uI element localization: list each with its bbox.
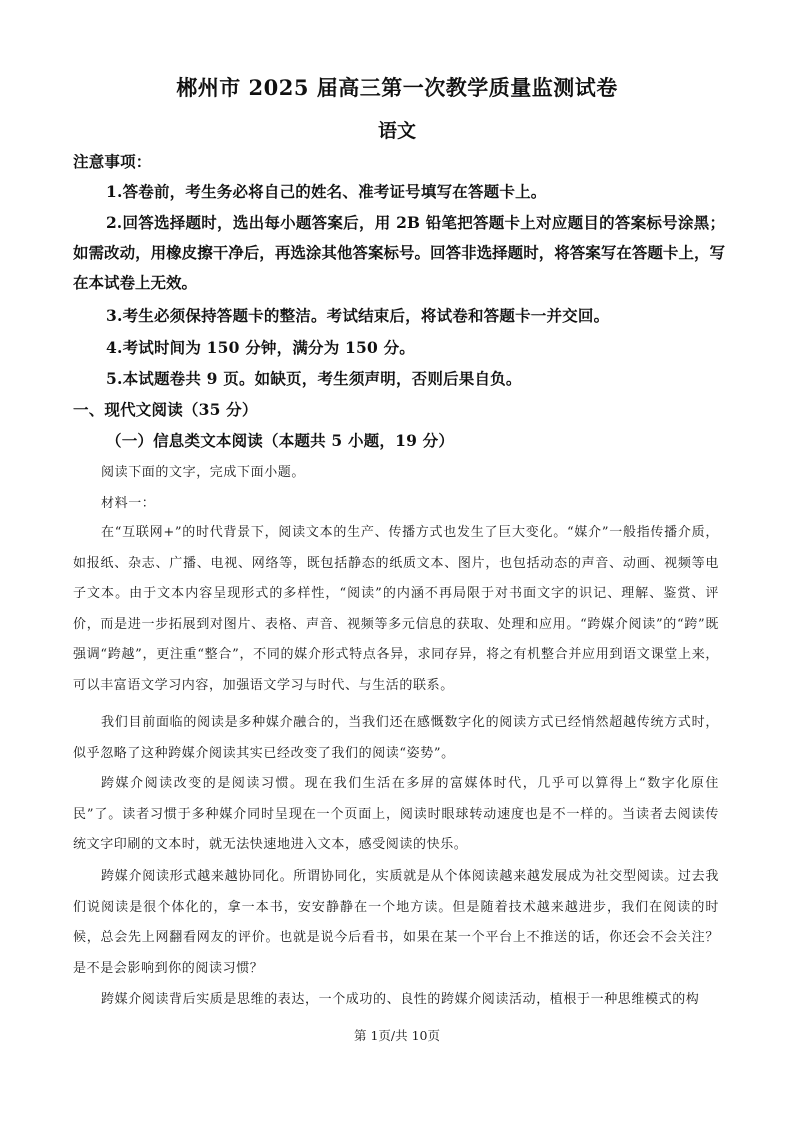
reading-instruction: 阅读下面的文字，完成下面小题。: [101, 465, 306, 480]
exam-title: 郴州市 2025 届高三第一次教学质量监测试卷: [176, 75, 618, 100]
passage-paragraph-2: 我们目前面临的阅读是多种媒介融合的，当我们还在感慨数字化的阅读方式已经悄然超越传统方式时，似乎忽略了这种跨媒介阅读其实已经改变了我们的阅读“姿势”。: [73, 715, 719, 761]
passage-paragraph-3: 跨媒介阅读改变的是阅读习惯。现在我们生活在多屏的富媒体时代，几乎可以算得上“数字化原住民”了。读者习惯于多种媒介同时呈现在一个页面上，阅读时眼球转动速度也是不一样的。当读者去阅读传统文字印刷的文本时，就无法快速地进入文本，感受阅读的快乐。: [73, 776, 719, 853]
notice-heading: 注意事项：: [73, 152, 152, 171]
page-indicator: 第 1页/共 10页: [353, 1028, 441, 1043]
passage-paragraph-1: 在“互联网+”的时代背景下，阅读文本的生产、传播方式也发生了巨大变化。“媒介”一般指传播介质，如报纸、杂志、广播、电视、网络等，既包括静态的纸质文本、图片，也包括动态的声音、动画、视频等电子文本。由于文本内容呈现形式的多样性，“阅读”的内涵不再局限于对书面文字的识记、理解、鉴赏、评价，而是进一步拓展到对图片、表格、声音、视频等多元信息的获取、处理和应用。“跨媒介阅读”的“跨”既强调“跨越”，更注重“整合”，不同的媒介形式特点各异，求同存异，将之有机整合并应用到语文课堂上来，可以丰富语文学习内容，加强语文学习与时代、与生活的联系。: [73, 525, 719, 693]
passage-paragraph-5: 跨媒介阅读背后实质是思维的表达，一个成功的、良性的跨媒介阅读活动，植根于一种思维模式的构: [101, 992, 700, 1007]
notice-item-1: 1.答卷前，考生务必将自己的姓名、准考证号填写在答题卡上。: [106, 182, 547, 201]
notice-item-5: 5.本试题卷共 9 页。如缺页，考生须声明，否则后果自负。: [106, 369, 522, 388]
subject-title: 语文: [377, 120, 416, 142]
passage-paragraph-4: 跨媒介阅读形式越来越协同化。所谓协同化，实质就是从个体阅读越来越发展成为社交型阅读。过去我们说阅读是很个体化的，拿一本书，安安静静在一个地方读。但是随着技术越来越进步，我们在阅读的时候，总会先上网翻看网友的评价。也就是说今后看书，如果在某一个平台上不推送的话，你还会不会关注？是不是会影响到你的阅读习惯？: [73, 869, 719, 976]
notice-item-3: 3.考生必须保持答题卡的整洁。考试结束后，将试卷和答题卡一并交回。: [106, 306, 610, 325]
notice-item-2: 2.回答选择题时，选出每小题答案后，用 2B 铅笔把答题卡上对应题目的答案标号涂黑；如需改动，用橡皮擦干净后，再选涂其他答案标号。回答非选择题时，将答案写在答题卡上，写在本试卷上无效。: [73, 213, 725, 292]
section-heading: 一、现代文阅读（35 分）: [73, 400, 258, 419]
notice-item-4: 4.考试时间为 150 分钟，满分为 150 分。: [106, 338, 415, 357]
material-label: 材料一：: [101, 496, 156, 511]
section-subheading: （一）信息类文本阅读（本题共 5 小题，19 分）: [106, 431, 455, 450]
